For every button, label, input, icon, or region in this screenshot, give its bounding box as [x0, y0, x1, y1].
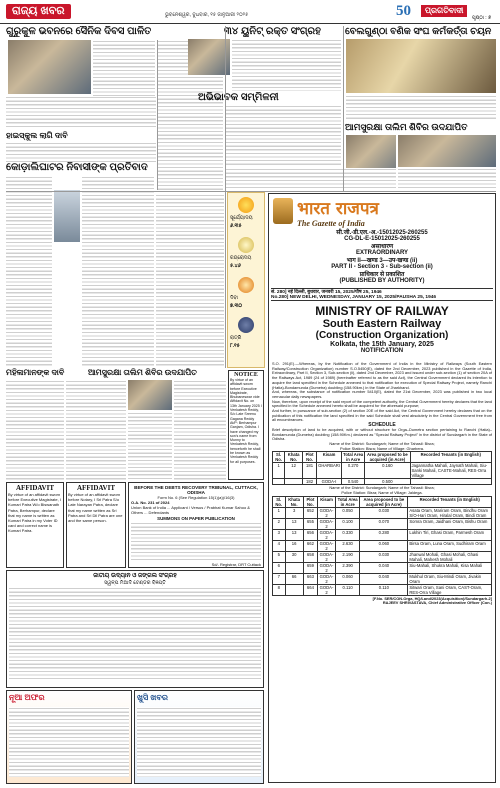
- schedule-table-1: Sl. No. Khata No. Plot No. Kisam Total Area in Acre Area proposed to be acquired (in Acre) Recorded Tenants (in English) 1 12 181 GHARBARI 0.270 0.160 Jagannatha Mahali, Jaynath Mahali, Siu-Sanki Mahali, CASTE-Mahali, RES-Orra Village 182 GODA-I 0.540 0.500: [272, 451, 492, 485]
- table-cell: 652: [303, 507, 317, 518]
- table-cell: 0.030: [360, 551, 408, 562]
- article-text: [174, 380, 226, 480]
- gazette-notice: [268, 193, 496, 783]
- table-cell: 13: [285, 518, 303, 529]
- table-row: [273, 584, 492, 595]
- table-cell: Asata Oram, Mariram Oram, Bindhu Oram S/O-Hari Oram, Hiralal Oram, Bindi Oram: [408, 507, 492, 518]
- article-text: [66, 380, 126, 480]
- article-text: [128, 412, 172, 480]
- article-text: [6, 142, 156, 162]
- masthead-title: ପ୍ରଗତିବାଦୀ: [421, 5, 467, 17]
- photo-trade-body: [346, 39, 496, 93]
- table-cell: 12: [285, 463, 303, 479]
- table-cell: 0.100: [335, 518, 359, 529]
- affidavit-body: By virtue of an affidavit sworn before Notary, I Sri Patra S/o Late Narayan Patra, declare that my name written as Sri Patra and Sri Dil Patra are one and the same person.: [68, 492, 123, 524]
- tribunal-head: BEFORE THE DEBTS RECOVERY TRIBUNAL, CUTTACK, ODISHA: [134, 485, 258, 495]
- schedule-table-2: Sl. No. Khata No. Plot No. Kisam Total Area in Acre Area proposed to be acquired (in Acre) Recorded Tenants (in English) 1 3 652 GODA-2 0.050 0.030 Asata Oram, Mariram Oram, Bindhu Oram S/O-Hari Oram, Hiralal Oram, Bindi Oram 2 13 655 GODA-2 0.100 0.070 Somra Oram, Jaidhani Oram, Bishu Oram 3 13 656 GODA-2 0.330 0.280 Lukhin Tiri, Ghasi Oram, Parmesh Oram 4 16 662 GODA-2 2.630 0.060 Birsa Oram, Luna Oram, Sudhiram Oram 5 30 658 GODA-2 2.190 0.030 Jhanwal Mohali, Ghasi Mohali, Ghasi Mahali, Mahesh Mohali 6 659 GODA-2 2.390 0.040 Siu-Mahali, Shukra Mahali, Kisa Mahali 7 66 663 GODA-2 0.060 0.040 Mukhul Oram, Siu-Mindi Oram, Jivakin Oram 8 664 GODA-2 0.110 0.110 Sitwari Oram, Sani Oram, CAST-Oram, RES-Orra Village: [272, 496, 492, 596]
- table-cell: 664: [303, 584, 317, 595]
- table-cell: GODA-2: [318, 584, 336, 595]
- table-cell: GODA-2: [318, 518, 336, 529]
- tribunal-case: O.A. No. 231 of 2024: [131, 500, 170, 505]
- table-cell: 0.070: [360, 518, 408, 529]
- table-cell: 2.390: [335, 562, 359, 573]
- anniversary-logo: 50: [396, 3, 411, 19]
- gazette-reg: सी.जी.-डी.एल.-अ.-15012025-260255 CG-DL-E-15012025-260255 असाधारण EXTRAORDINARY भाग II—खण्ड 3—उप-खण्ड (ii) PART II - Section 3 - Sub-section (ii) प्राधिकार से प्रकाशित (PUBLISHED BY AUTHORITY): [331, 230, 433, 284]
- table-cell: 658: [303, 551, 317, 562]
- astro-time: ୮.୧୫: [230, 343, 240, 349]
- row-divider: [6, 191, 496, 192]
- article-text: [6, 176, 52, 366]
- table-cell: 659: [303, 562, 317, 573]
- table-cell: 0.160: [365, 463, 410, 479]
- table-row: [273, 518, 492, 529]
- astro-night-icon: [238, 317, 254, 333]
- tribunal-text: [131, 522, 261, 562]
- table-cell: 0.060: [360, 540, 408, 551]
- astro-line: ରାତ୍ରି: [230, 335, 242, 341]
- bottom-ad-2: ଖୁସି ଖବର: [134, 690, 264, 784]
- table-cell: 3: [285, 507, 303, 518]
- table-cell: Birsa Oram, Luna Oram, Sudhiram Oram: [408, 540, 492, 551]
- astro-box: [227, 192, 265, 368]
- article-text: [6, 96, 156, 128]
- table-cell: 8: [273, 584, 286, 595]
- article-text: [232, 39, 341, 91]
- masthead-bar: [0, 0, 500, 24]
- table-row: [273, 551, 492, 562]
- affidavit-body: By virtue of an affidavit sworn before Executive Magistrate, I Kumari Patra W/o Biswanath Patra, Berhampur, declare that my name is written as Kumari Patra in my Voter ID card and correct name is Kumari Patra.: [8, 492, 61, 534]
- headline-protest: କୋଡ଼ାଲିଘାଟର ନିବାସୀଙ୍କ ପ୍ରତିବାଦ: [6, 162, 148, 173]
- photo-protest: [54, 190, 80, 242]
- headline-camp: ଆମସୁରକ୍ଷା ତାଲିମ ଶିବିର ଉଦଯାପିତ: [88, 368, 197, 377]
- astro-moon-icon: [238, 237, 254, 253]
- photo-blood-donation: [188, 39, 230, 75]
- table-cell: GHARBARI: [317, 463, 342, 479]
- table-cell: 13: [285, 529, 303, 540]
- gazette-number-line: सं. 280] नई दिल्ली, बुधवार, जनवरी 15, 2025/पौष 25, 1946 No.280] NEW DELHI, WEDNESDAY, JANUARY 15, 2025/PAUSHA 25, 1946: [271, 288, 493, 301]
- table-cell: 2.630: [335, 540, 359, 551]
- table-row: [273, 573, 492, 584]
- astro-sun-icon: [238, 197, 254, 213]
- table-cell: 7: [273, 573, 286, 584]
- notice-body: By virtue of an affidavit sworn before Executive Magistrate, Bhubaneswar vide Affidavit No. on 13th January 2025 I Venkatesh Reddy, S/o Late Sreenu Gagana Reddy At/P: Berhampur Ganjam, Odisha. I have changed my son's name from Munny to Venkatesh Reddy, henceforth he shall be known as Venkatesh Reddy for all purposes.: [230, 378, 262, 464]
- table-cell: 66: [285, 573, 303, 584]
- table-cell: 663: [303, 573, 317, 584]
- table-cell: 2: [273, 518, 286, 529]
- table-cell: 0.330: [335, 529, 359, 540]
- table-cell: 182: [303, 479, 317, 485]
- table-cell: Lukhin Tiri, Ghasi Oram, Parmesh Oram: [408, 529, 492, 540]
- article-text: [6, 380, 64, 480]
- table-cell: GODA-2: [318, 562, 336, 573]
- table-cell: GODA-2: [318, 573, 336, 584]
- table-cell: 655: [303, 518, 317, 529]
- table-row: [273, 562, 492, 573]
- tender-notice: [6, 570, 264, 688]
- table-cell: 0.500: [365, 479, 410, 485]
- table-cell: 0.040: [360, 573, 408, 584]
- section-title: ରାଜ୍ୟ ଖବର: [6, 4, 71, 19]
- column-divider: [225, 26, 226, 368]
- table-cell: 30: [285, 551, 303, 562]
- table-cell: 0.030: [360, 507, 408, 518]
- table-cell: GODA-I: [317, 479, 342, 485]
- tender-sub: ସ୍ୱଳ୍ପ ମିଆଦି ଟେଣ୍ଡର ବିଜ୍ଞପ୍ତି: [104, 580, 166, 586]
- table-cell: [285, 479, 303, 485]
- table-cell: GODA-2: [318, 507, 336, 518]
- gazette-emblem: [273, 198, 293, 224]
- table-row: [273, 479, 492, 485]
- tender-head: ଜାତୀୟ ଉଦ୍ୟାନ ଓ ଜଙ୍ଗଲ ସଂଗ୍ରହ: [93, 573, 177, 579]
- article-text: [156, 194, 224, 366]
- table-cell: 0.110: [335, 584, 359, 595]
- headline-blood-donation: ୩୪ ୟୁନିଟ୍ ରକ୍ତ ସଂଗ୍ରହ: [224, 26, 321, 37]
- article-text: [82, 176, 154, 366]
- tribunal-notice: [128, 482, 264, 568]
- table-cell: 0.110: [360, 584, 408, 595]
- table-cell: 0.270: [341, 463, 364, 479]
- column-divider: [157, 40, 158, 190]
- table-cell: GODA-2: [318, 529, 336, 540]
- table-row: [273, 529, 492, 540]
- affidavit-1: [6, 482, 64, 568]
- tribunal-sub: Form No. 6 (See Regulation 15(1)(a))/16(3): [157, 495, 235, 500]
- article-text: [226, 105, 341, 165]
- table-cell: 16: [285, 540, 303, 551]
- table-cell: 656: [303, 529, 317, 540]
- affidavit-2: [66, 482, 126, 568]
- table-cell: 1: [273, 507, 286, 518]
- page-label: ପୃଷ୍ଠା : ୭: [472, 15, 492, 21]
- astro-day-icon: [238, 277, 254, 293]
- table-cell: 5: [273, 551, 286, 562]
- table-cell: 0.050: [335, 507, 359, 518]
- article-text: [226, 168, 396, 190]
- table-cell: 0.280: [360, 529, 408, 540]
- astro-line: ସୂର୍ଯ୍ୟୋଦୟ: [230, 215, 253, 221]
- photo-camp: [128, 380, 172, 410]
- table-cell: Jagannatha Mahali, Jaynath Mahali, Siu-Sanki Mahali, CASTE-Mahali, RES-Orra Village: [410, 463, 491, 479]
- column-divider: [343, 26, 344, 192]
- table-cell: GODA-2: [318, 540, 336, 551]
- bottom-ad-1: ନୂଆ ଅଫର: [6, 690, 132, 784]
- tribunal-parties: Union Bank of India ... Applicant / Versus / Prabhat Kumar Sahoo & Others ... Defendants: [131, 505, 250, 515]
- table-row: [273, 463, 492, 479]
- table-cell: 6: [273, 562, 286, 573]
- table-cell: 0.540: [341, 479, 364, 485]
- table-cell: 4: [273, 540, 286, 551]
- headline-school-demand: ହାଇସ୍କୁଲ ଲାଗି ଦାବି: [6, 131, 68, 140]
- astro-line: ଦିବା: [230, 295, 238, 301]
- table-cell: 0.060: [335, 573, 359, 584]
- affidavit-title: AFFIDAVIT: [16, 484, 54, 492]
- article-text: [346, 95, 496, 120]
- table-cell: 3: [273, 529, 286, 540]
- headline-parents-meeting: ଅଭିଭାବକ ସମ୍ମିଳନୀ: [198, 92, 279, 103]
- table-cell: Mukhul Oram, Siu-Mindi Oram, Jivakin Oram: [408, 573, 492, 584]
- table-cell: [273, 479, 285, 485]
- article-text: [398, 168, 496, 190]
- astro-time: ୬.୩୫: [230, 223, 242, 229]
- dateline: ଭୁବନେଶ୍ୱର, ବୁଧବାର, ୧୫ ଜାନୁଆରୀ ୨୦୨୫: [165, 12, 249, 18]
- headline-soldier-day: ଗୁରୁକୁଳ ଭବନରେ ସୈନିକ ଦିବସ ପାଳିତ: [6, 26, 152, 37]
- tribunal-signed: Sd/- Registrar, DRT Cuttack: [211, 562, 261, 567]
- photo-soldier-day: [8, 40, 91, 94]
- table-cell: Somra Oram, Jaidhani Oram, Bishu Oram: [408, 518, 492, 529]
- table-cell: [410, 479, 491, 485]
- gazette-ministry: MINISTRY OF RAILWAY South Eastern Railway (Construction Organization) Kolkata, the 15th January, 2025 NOTIFICATION: [315, 304, 449, 354]
- photo-self-defense: [398, 135, 496, 167]
- table-cell: [285, 584, 303, 595]
- table-cell: Sitwari Oram, Sani Oram, CAST-Oram, RES-Orra Village: [408, 584, 492, 595]
- table-row: [273, 540, 492, 551]
- notice-box: [228, 370, 264, 480]
- gazette-brand: भारत राजपत्र The Gazette of India: [297, 199, 379, 228]
- gazette-body: S.O. 291(E).—Whereas, by the Notification of the Government of India in the Ministry of Railways (South Eastern Railway/Construction Organization) number S.O.5450(E), dated the 2nd December, 2023 published in the Gazette of India, Extraordinary, Part II, Section 3, Sub-section (ii), dated 2nd December, 2023 and issued under sub-section (1) of section 20A of the Railways Act, 1989 (24 of 1989) (hereinafter referred to as the said Act), the Central Government declared its intention to acquire the land specified in the Schedule annexed to that notification for execution of Special Railway Project, namely Ranchi (Hatia)-Bondamunda (Dumetra) doubling (158.90km.) in the State of Jharkhand. And, whereas, the substance of notification number 5410(E), dated the 21st December, 2023 was published in two local vernacular daily newspapers. Now, therefore, upon receipt of the said report of the competent authority, the Central Government hereby declares that the land specified in the Schedule annexed hereto shall be acquired for the aforesaid purpose; And further, in pursuance of sub-section (2) of section 20E of the said Act, the Central Government hereby declares that on the publication of this notification the land specified in the said Schedule shall vest absolutely in the Central Government free from all encumbrances. SCHEDULE Brief description of land to be acquired, with or without structure for Orga–Dumetra section pertaining to Ranchi (Hatia)–Bondamunda (Dumetra) doubling (158.90Km.) declared as "Special Railway Project" in the district of Sundargarh in the State of Odisha. Name of the District: Sundargarh; Name of the Tahasil: Bisra; Police Station: Bisra; Name of Village: Gharbera. Sl. No. Khata No. Plot No. Kisam Total Area in Acre Area proposed to be acquired (in Acre) Recorded Tenants (in English) 1 12 181 GHARBARI 0.270 0.160 Jagannatha Mahali, Jaynath Mahali, Siu-Sanki Mahali, CASTE-Mahali, RES-Orra Village 182 GODA-I 0.540 0.500 Name of the District: Sundargarh; Name of the Tahasil: Bisra; Police Station: Bisra; Name of Village: Jaldega. Sl. No. Khata No. Plot No. Kisam Total Area in Acre Area proposed to be acquired (in Acre) Recorded Tenants (in English) 1 3 652 GODA-2 0.050 0.030 Asata Oram, Mariram Oram, Bindhu Oram S/O-Hari Oram, Hiralal Oram, Bindi Oram 2 13 655 GODA-2 0.100 0.070 Somra Oram, Jaidhani Oram, Bishu Oram 3 13 656 GODA-2 0.330 0.280 Lukhin Tiri, Ghasi Oram, Parmesh Oram 4 16 662 GODA-2 2.630 0.060 Birsa Oram, Luna Oram, Sudhiram Oram 5 30 658 GODA-2 2.190 0.030 Jhanwal Mohali, Ghasi Mohali, Ghasi Mahali, Mahesh Mohali 6 659 GODA-2 2.390 0.040 Siu-Mahali, Shukra Mahali, Kisa Mahali 7 66 663 GODA-2 0.060 0.040 Mukhul Oram, Siu-Mindi Oram, Jivakin Oram 8 664 GODA-2 0.110 0.110 Sitwari Oram, Sani Oram, CAST-Oram, RES-Orra Village [F.No. SER/CON-Orga, HQ/Land/2023(Acquisition)/Sundargarh-2] RAJEEV SHRIVASTAVA, Chief Administrative Officer (Con.): [272, 361, 492, 606]
- headline-self-defense: ଆମସୁରକ୍ଷା ତାଲିମ ଶିବିର ଉଦଯାପିତ: [345, 122, 468, 132]
- table-cell: 2.190: [335, 551, 359, 562]
- affidavit-title: AFFIDAVIT: [77, 484, 115, 492]
- tribunal-summons: SUMMONS ON PAPER PUBLICATION: [157, 516, 235, 521]
- headline-trade-body: ବେଲଗୁଣ୍ଠା ବଣିକ ସଂଘ କର୍ମକର୍ତ୍ତା ଚୟନ: [345, 26, 492, 37]
- table-row: [273, 507, 492, 518]
- table-cell: 1: [273, 463, 285, 479]
- table-cell: Siu-Mahali, Shukra Mahali, Kisa Mahali: [408, 562, 492, 573]
- astro-line: ଚନ୍ଦ୍ରୋଦୟ: [230, 255, 252, 261]
- astro-time: ୫.୪୬: [230, 263, 241, 269]
- table-cell: GODA-2: [318, 551, 336, 562]
- notice-title: NOTICE: [234, 372, 258, 378]
- table-cell: 662: [303, 540, 317, 551]
- table-cell: Jhanwal Mohali, Ghasi Mohali, Ghasi Mahali, Mahesh Mohali: [408, 551, 492, 562]
- table-cell: 181: [303, 463, 317, 479]
- tender-text: [9, 587, 261, 679]
- article-text: [93, 40, 155, 98]
- table-cell: 0.040: [360, 562, 408, 573]
- table-cell: [285, 562, 303, 573]
- headline-women-demand: ମହିଳାମାନଙ୍କ ଦାବି: [6, 368, 65, 377]
- astro-time: ୭.୩୦: [230, 303, 242, 309]
